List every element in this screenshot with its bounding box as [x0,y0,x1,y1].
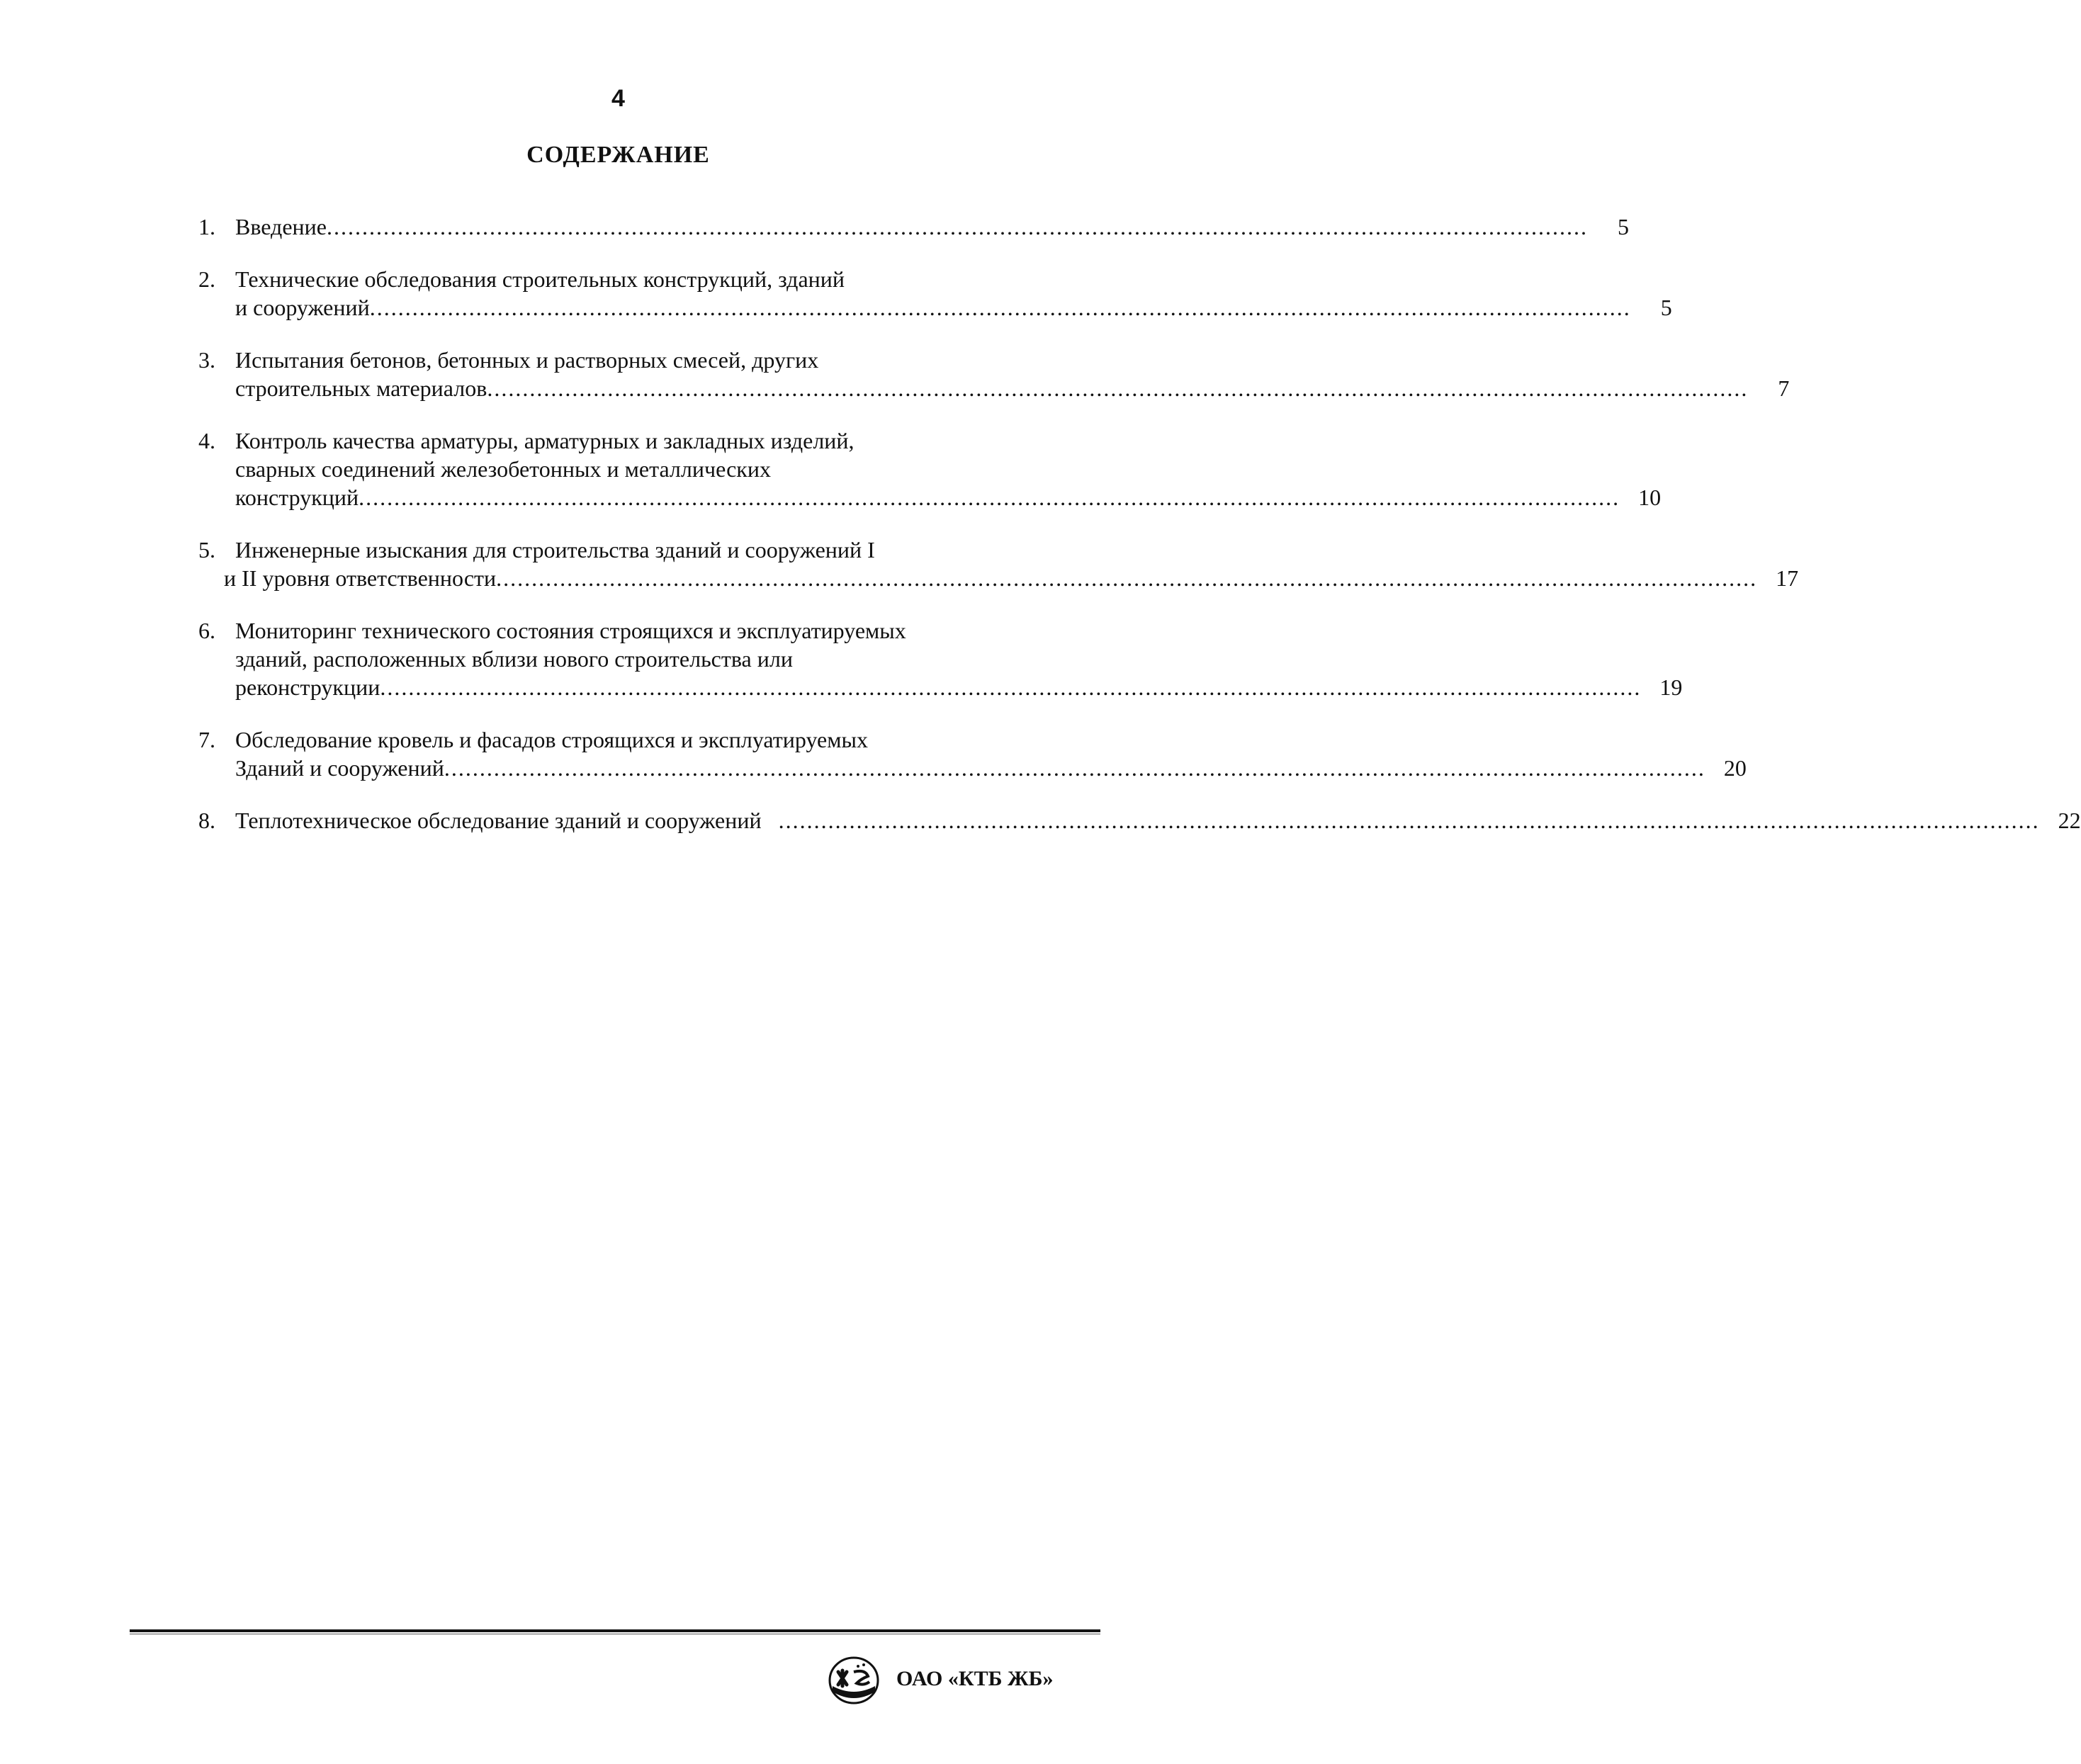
toc-entry-line: Инженерные изыскания для строительства зданий и сооружений I [235,537,875,562]
toc-leader-dots: .................................................................................................................................................................................. [369,295,1631,320]
toc-leader-dots: .................................................................................................................................................................................. [778,808,2040,833]
toc-entry-line: зданий, расположенных вблизи нового строительства или [235,646,793,672]
ktb-zhb-logo-icon [825,1651,882,1707]
toc-entry-label: Зданий и сооружений [235,755,444,781]
toc-entry-line: Обследование кровель и фасадов строящихся и эксплуатируемых [235,727,868,752]
footer-divider [130,1629,1100,1632]
toc-leader-dots: .................................................................................................................................................................................. [359,485,1620,510]
table-of-contents [198,213,2081,859]
toc-leader-dots: .................................................................................................................................................................................. [444,755,1705,781]
toc-entry-number: 6. [198,618,215,643]
toc-leader-dots: .................................................................................................................................................................................. [326,214,1588,239]
toc-entry-number: 4. [198,428,215,453]
toc-entry-line: сварных соединений железобетонных и металлических [235,456,771,482]
toc-entry-5 [198,536,1799,592]
toc-entry-number: 3. [198,347,215,373]
toc-entry-number: 2. [198,266,215,292]
toc-leader-dots: .................................................................................................................................................................................. [487,375,1749,401]
footer-organization: ОАО «КТБ ЖБ» [896,1667,1054,1690]
toc-entry-page: 5 [1617,214,1629,239]
toc-entry-label: конструкций [235,485,359,510]
toc-entry-number: 5. [198,537,215,562]
toc-entry-label: Теплотехническое обследование зданий и сооружений [235,808,762,833]
toc-entry-6 [198,616,1683,701]
toc-entry-line: Контроль качества арматуры, арматурных и закладных изделий, [235,428,855,453]
toc-entry-page: 17 [1776,565,1799,591]
toc-entry-4 [198,426,1662,511]
toc-entry-page: 5 [1660,295,1672,320]
toc-entry-line: Технические обследования строительных конструкций, зданий [235,266,845,292]
toc-entry-page: 10 [1638,485,1662,510]
toc-entry-label: Введение [235,214,327,239]
toc-entry-page: 19 [1659,674,1683,700]
toc-entry-8 [198,806,2081,835]
toc-entry-line: Мониторинг технического состояния строящихся и эксплуатируемых [235,618,906,643]
page-number: 4 [611,85,625,112]
toc-entry-number: 7. [198,727,215,752]
toc-entry-page: 7 [1778,375,1790,401]
toc-entry-label: строительных материалов [235,375,487,401]
toc-entry-3 [198,346,1790,402]
toc-entry-label: и II уровня ответственности [224,565,497,591]
toc-entry-2 [198,265,1672,322]
toc-entry-label: и сооружений [235,295,370,320]
toc-entry-page: 22 [2058,808,2081,833]
toc-entry-page: 20 [1723,755,1747,781]
page-title: СОДЕРЖАНИЕ [526,142,710,168]
toc-entry-number: 1. [198,214,215,239]
toc-leader-dots: .................................................................................................................................................................................. [496,565,1758,591]
toc-entry-line: Испытания бетонов, бетонных и растворных смесей, других [235,347,819,373]
toc-entry-number: 8. [198,808,215,833]
toc-entry-7 [198,725,1747,782]
toc-entry-label: реконструкции [235,674,380,700]
toc-entry-1 [198,213,1629,241]
toc-leader-dots: .................................................................................................................................................................................. [380,674,1642,700]
